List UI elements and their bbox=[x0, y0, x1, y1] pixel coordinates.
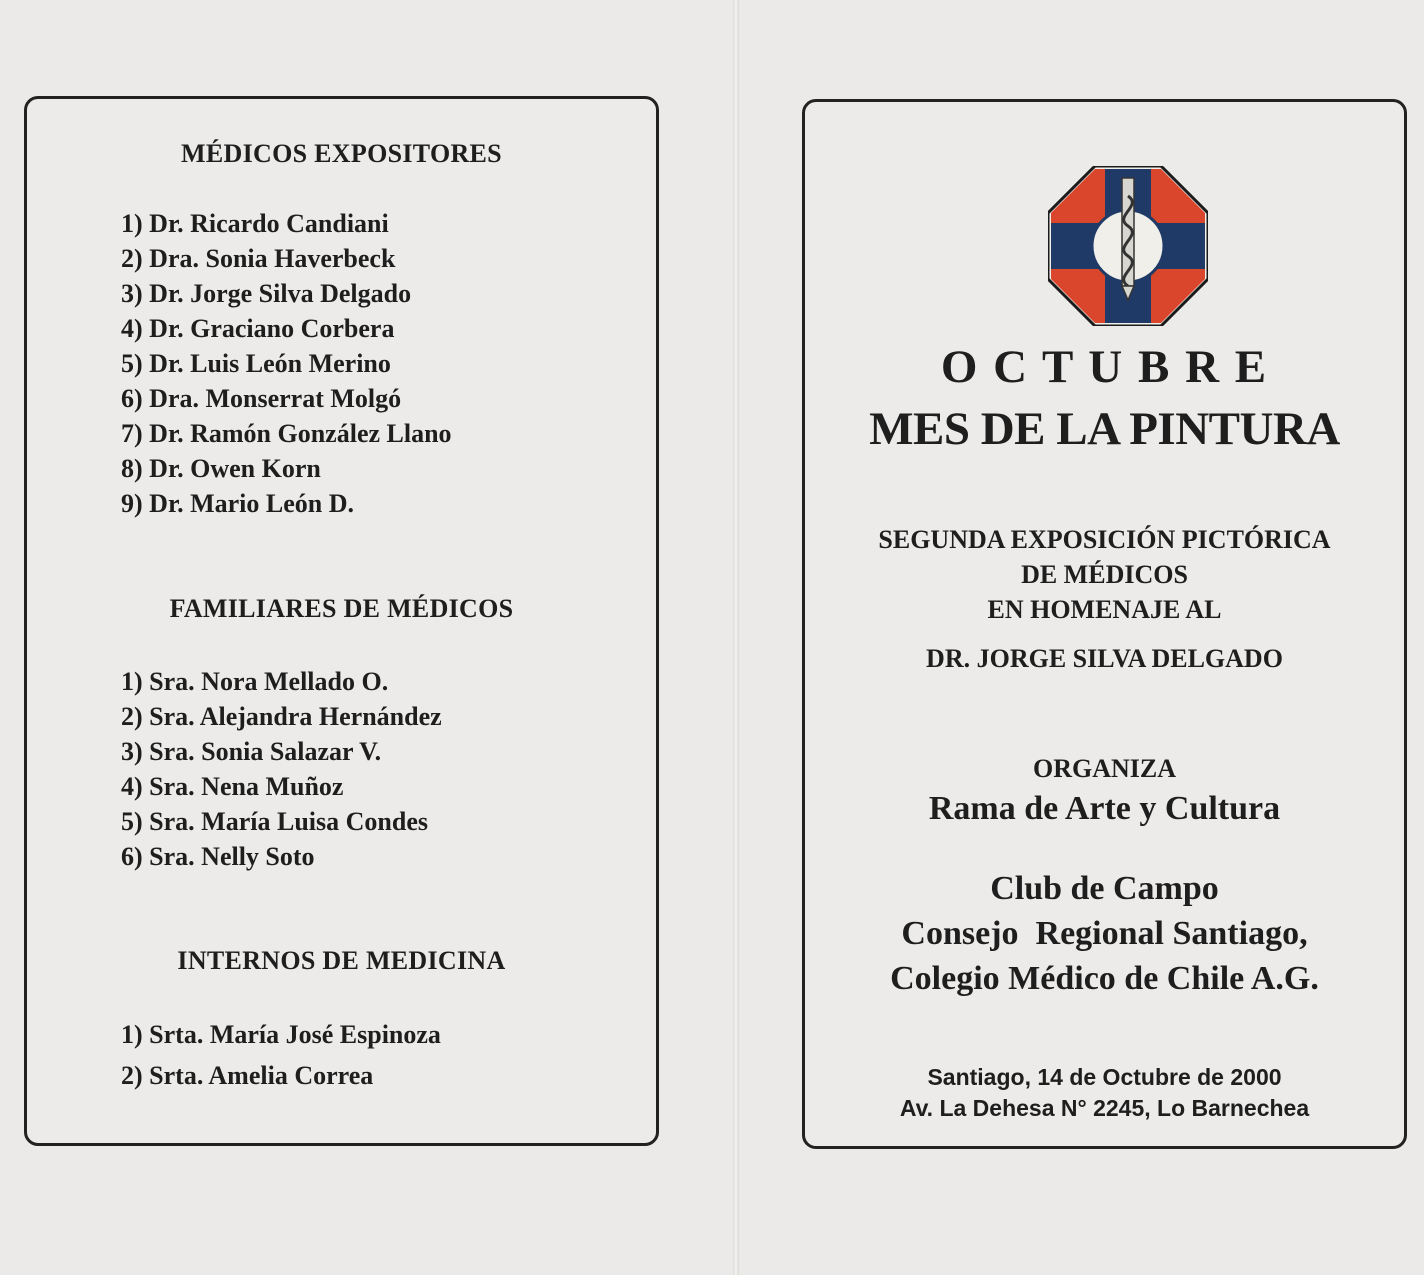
date-address-block bbox=[805, 1062, 1404, 1124]
right-panel bbox=[802, 99, 1407, 1149]
item-number: 5) bbox=[121, 349, 143, 378]
subtitle-line: EN HOMENAJE AL bbox=[987, 595, 1222, 624]
person-name: Sra. Sonia Salazar V. bbox=[149, 737, 382, 766]
item-number: 3) bbox=[121, 279, 143, 308]
person-name: Sra. María Luisa Condes bbox=[149, 807, 428, 836]
person-name: Srta. Amelia Correa bbox=[149, 1061, 374, 1090]
list-item bbox=[121, 241, 452, 276]
item-number: 2) bbox=[121, 244, 143, 273]
person-name: Dr. Mario León D. bbox=[149, 489, 355, 518]
list-item bbox=[121, 1014, 441, 1055]
section-title-internos: INTERNOS DE MEDICINA bbox=[177, 946, 506, 975]
section-title-expositores: MÉDICOS EXPOSITORES bbox=[181, 139, 502, 168]
title-mes-de-la-pintura: MES DE LA PINTURA bbox=[869, 403, 1340, 455]
event-date: Santiago, 14 de Octubre de 2000 bbox=[927, 1064, 1282, 1090]
section-title-familiares: FAMILIARES DE MÉDICOS bbox=[169, 594, 514, 623]
subtitle-block bbox=[805, 522, 1404, 627]
person-name: Dr. Luis León Merino bbox=[149, 349, 391, 378]
subtitle-line: SEGUNDA EXPOSICIÓN PICTÓRICA bbox=[878, 525, 1331, 554]
list-item bbox=[121, 734, 442, 769]
item-number: 1) bbox=[121, 1020, 143, 1049]
fold-crease bbox=[733, 0, 739, 1275]
person-name: Srta. María José Espinoza bbox=[149, 1020, 441, 1049]
item-number: 3) bbox=[121, 737, 143, 766]
internos-list bbox=[121, 1014, 441, 1096]
item-number: 9) bbox=[121, 489, 143, 518]
list-item bbox=[121, 381, 452, 416]
organizer-name: Rama de Arte y Cultura bbox=[928, 790, 1281, 827]
item-number: 6) bbox=[121, 384, 143, 413]
person-name: Sra. Alejandra Hernández bbox=[149, 702, 442, 731]
item-number: 4) bbox=[121, 314, 143, 343]
item-number: 1) bbox=[121, 209, 143, 238]
item-number: 2) bbox=[121, 1061, 143, 1090]
item-number: 6) bbox=[121, 842, 143, 871]
list-item bbox=[121, 451, 452, 486]
list-item bbox=[121, 699, 442, 734]
item-number: 8) bbox=[121, 454, 143, 483]
item-number: 7) bbox=[121, 419, 143, 448]
list-item bbox=[121, 1055, 441, 1096]
expositores-list bbox=[121, 206, 452, 521]
list-item bbox=[121, 769, 442, 804]
person-name: Sra. Nelly Soto bbox=[149, 842, 315, 871]
colegio-medico-emblem-icon bbox=[1048, 166, 1208, 326]
subtitle-line: DE MÉDICOS bbox=[1021, 560, 1188, 589]
honoree-name: DR. JORGE SILVA DELGADO bbox=[926, 644, 1283, 673]
institution-block bbox=[805, 866, 1404, 1001]
item-number: 1) bbox=[121, 667, 143, 696]
institution-line: Consejo Regional Santiago, bbox=[901, 915, 1308, 952]
list-item bbox=[121, 416, 452, 451]
list-item bbox=[121, 664, 442, 699]
event-address: Av. La Dehesa N° 2245, Lo Barnechea bbox=[899, 1095, 1310, 1121]
person-name: Sra. Nena Muñoz bbox=[149, 772, 344, 801]
list-item bbox=[121, 311, 452, 346]
list-item bbox=[121, 486, 452, 521]
person-name: Dra. Sonia Haverbeck bbox=[149, 244, 396, 273]
item-number: 4) bbox=[121, 772, 143, 801]
person-name: Dr. Owen Korn bbox=[149, 454, 321, 483]
title-octubre: O C T U B R E bbox=[940, 341, 1269, 393]
person-name: Dr. Jorge Silva Delgado bbox=[149, 279, 412, 308]
list-item bbox=[121, 276, 452, 311]
list-item bbox=[121, 346, 452, 381]
person-name: Dr. Ramón González Llano bbox=[149, 419, 452, 448]
familiares-list bbox=[121, 664, 442, 874]
list-item bbox=[121, 804, 442, 839]
organiza-label: ORGANIZA bbox=[1032, 754, 1176, 783]
institution-line: Club de Campo bbox=[990, 870, 1219, 907]
institution-line: Colegio Médico de Chile A.G. bbox=[890, 960, 1319, 997]
item-number: 2) bbox=[121, 702, 143, 731]
left-panel bbox=[24, 96, 659, 1146]
person-name: Dra. Monserrat Molgó bbox=[149, 384, 402, 413]
person-name: Dr. Ricardo Candiani bbox=[149, 209, 389, 238]
person-name: Sra. Nora Mellado O. bbox=[149, 667, 389, 696]
list-item bbox=[121, 839, 442, 874]
item-number: 5) bbox=[121, 807, 143, 836]
list-item bbox=[121, 206, 452, 241]
person-name: Dr. Graciano Corbera bbox=[149, 314, 395, 343]
